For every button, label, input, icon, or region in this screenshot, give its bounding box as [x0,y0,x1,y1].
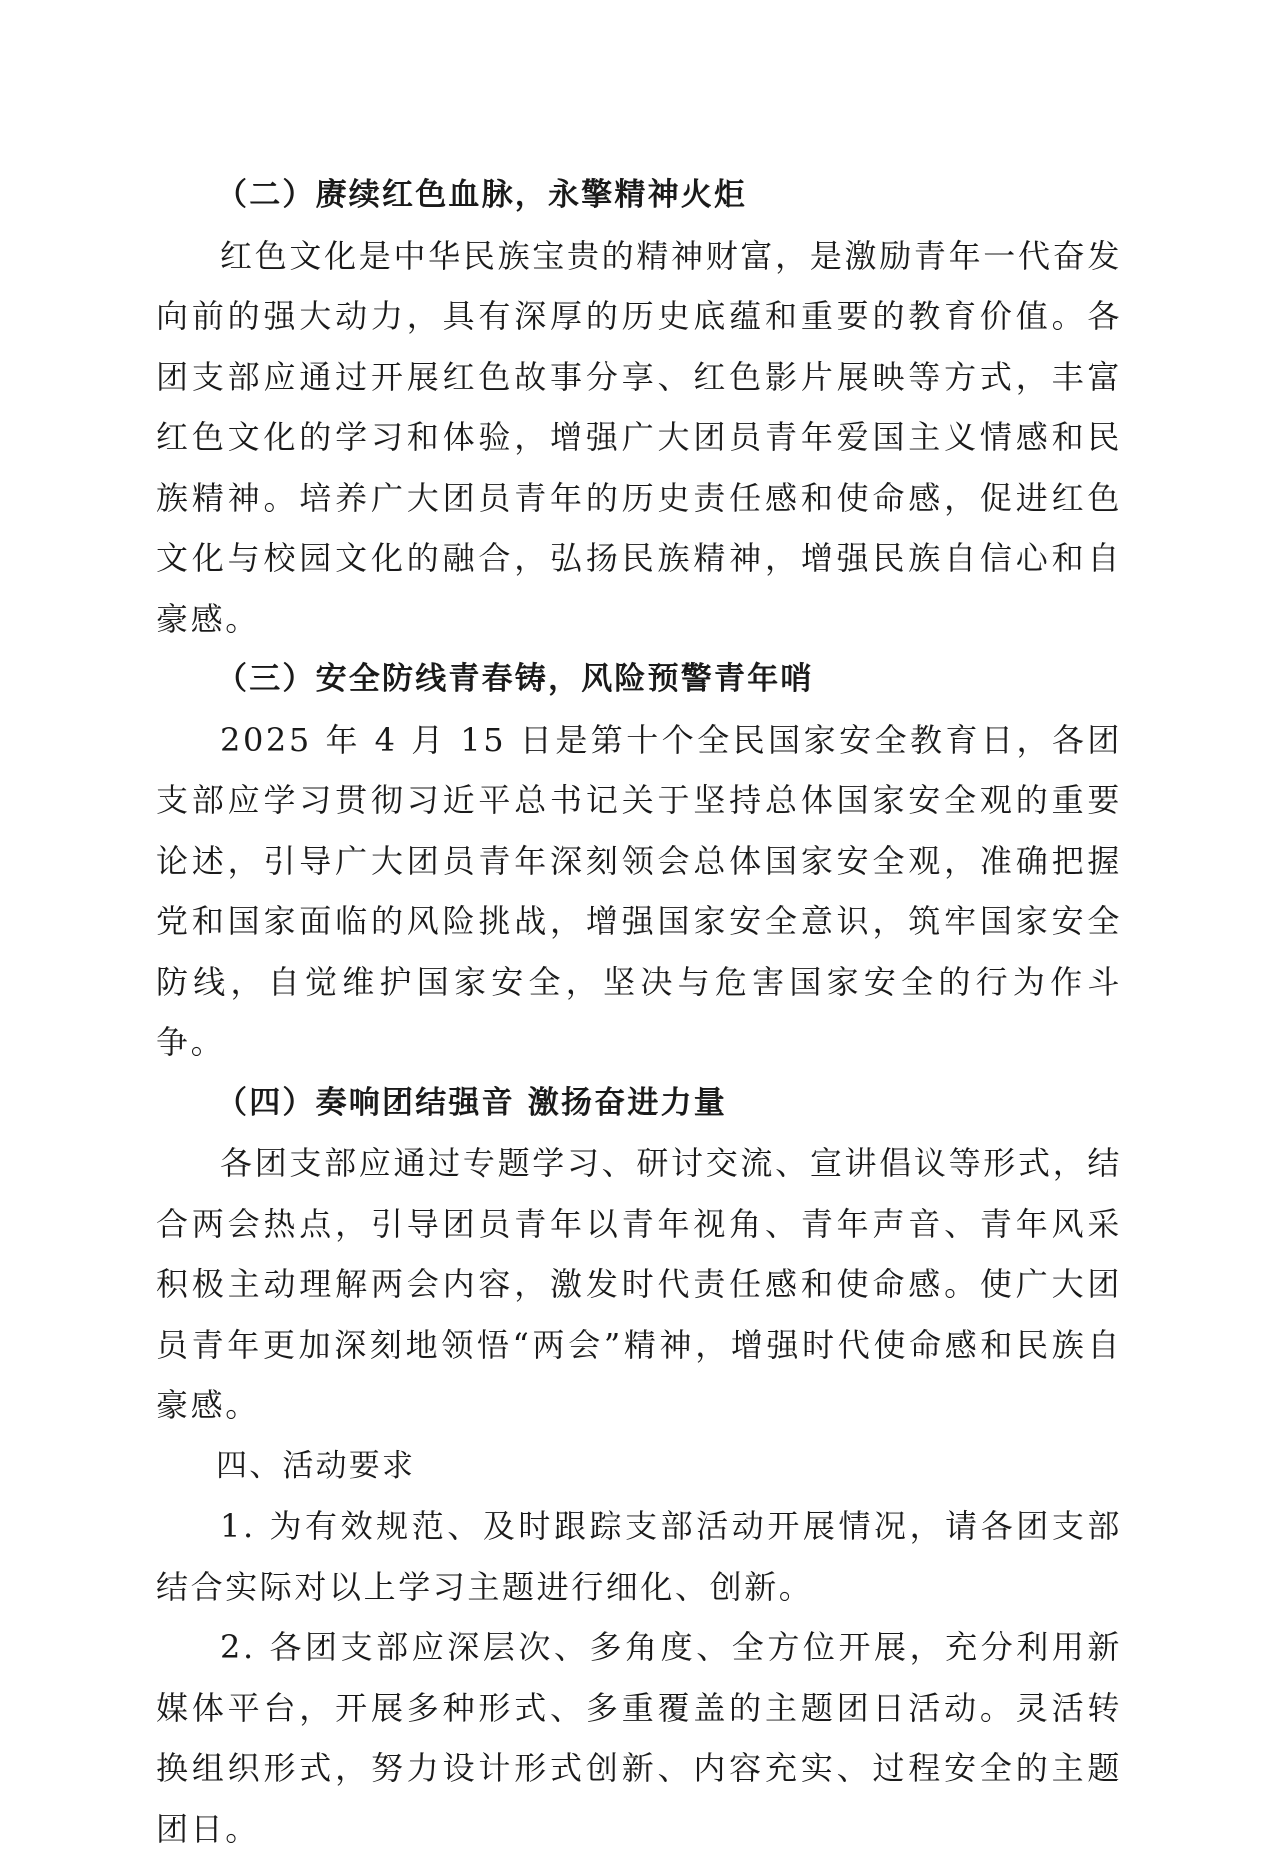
section-heading-3: （三）安全防线青春铸，风险预警青年哨 [216,661,814,697]
document-page [156,165,1122,1859]
requirement-item-2: 2. 各团支部应深层次、多角度、全方位开展，充分利用新媒体平台，开展多种形式、多重覆盖的主题团日活动。灵活转换组织形式，努力设计形式创新、内容充实、过程安全的主题团日。 [156,1628,1122,1848]
section-heading-4: （四）奏响团结强音 激扬奋进力量 [216,1084,727,1121]
section-heading-2: （二）赓续红色血脉，永擎精神火炬 [216,177,748,213]
paragraph-red-culture: 红色文化是中华民族宝贵的精神财富，是激励青年一代奋发向前的强大动力，具有深厚的历史底蕴和重要的教育价值。各团支部应通过开展红色故事分享、红色影片展映等方式，丰富红色文化的学习和体验，增强广大团员青年爱国主义情感和民族精神。培养广大团员青年的历史责任感和使命感，促进红色文化与校园文化的融合，弘扬民族精神，增强民族自信心和自豪感。 [156,236,1122,638]
paragraph-national-security: 2025 年 4 月 15 日是第十个全民国家安全教育日，各团支部应学习贯彻习近平总书记关于坚持总体国家安全观的重要论述，引导广大团员青年深刻领会总体国家安全观，准确把握党和国家面临的风险挑战，增强国家安全意识，筑牢国家安全防线，自觉维护国家安全，坚决与危害国家安全的行为作斗争。 [156,720,1122,1061]
section-heading-requirements: 四、活动要求 [216,1447,416,1484]
paragraph-two-sessions: 各团支部应通过专题学习、研讨交流、宣讲倡议等形式，结合两会热点，引导团员青年以青年视角、青年声音、青年风采积极主动理解两会内容，激发时代责任感和使命感。使广大团员青年更加深刻地领悟“两会”精神，增强时代使命感和民族自豪感。 [156,1144,1122,1424]
requirement-item-1: 1. 为有效规范、及时跟踪支部活动开展情况，请各团支部结合实际对以上学习主题进行细化、创新。 [156,1507,1122,1606]
